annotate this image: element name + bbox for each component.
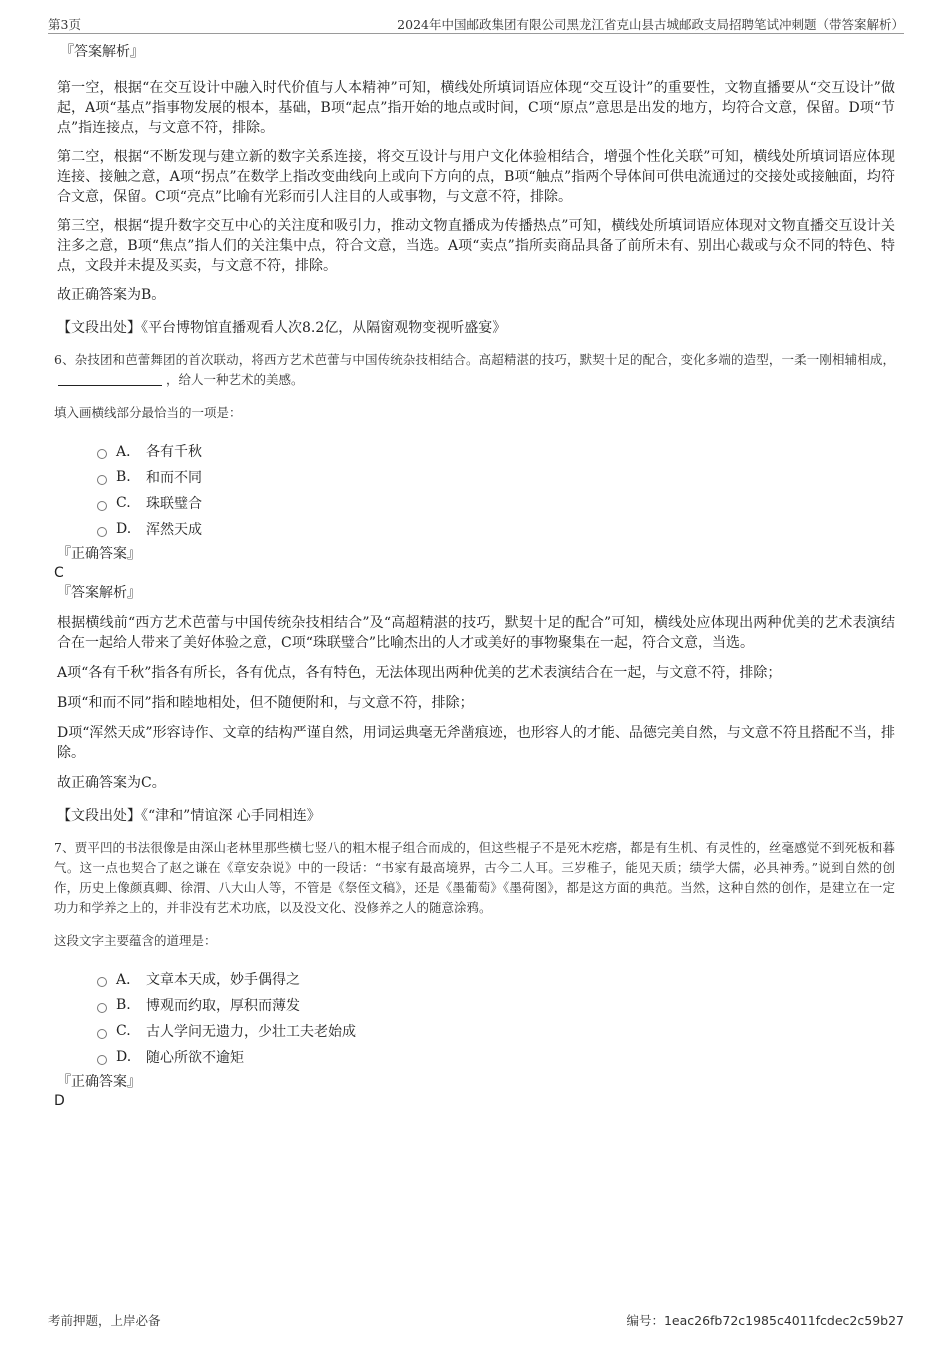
q6-analysis-paragraph-2: A项“各有千秋”指各有所长，各有优点，各有特色，无法体现出两种优美的艺术表演结合在一起，与文意不符，排除； (57, 665, 782, 681)
q7-option-b[interactable]: B. 博观而约取，厚积而薄发 (97, 992, 895, 1018)
q6-answer: C (54, 565, 64, 581)
q6-fill-blank (58, 373, 162, 386)
q6-analysis-paragraph-3: B项“和而不同”指和睦地相处，但不随便附和，与文意不符，排除； (57, 695, 474, 711)
q5-analysis-label: 『答案解析』 (60, 44, 144, 60)
q6-stem-part-2: ，给人一种艺术的美感。 (166, 372, 304, 387)
q7-answer-label: 『正确答案』 (57, 1074, 141, 1090)
q6-source: 【文段出处】《“津和”情谊深 心手同相连》 (57, 808, 321, 824)
radio-icon[interactable] (97, 977, 107, 987)
q7-option-d[interactable]: D. 随心所欲不逾矩 (97, 1044, 895, 1070)
q6-stem-part-1: 6、杂技团和芭蕾舞团的首次联动，将西方艺术芭蕾与中国传统杂技相结合。高超精湛的技巧，默契十足的配合，变化多端的造型，一柔一刚相辅相成， (54, 352, 895, 367)
q6-analysis-label: 『答案解析』 (57, 585, 141, 601)
q7-option-c[interactable]: C. 古人学问无遗力，少壮工夫老始成 (97, 1018, 895, 1044)
radio-icon[interactable] (97, 527, 107, 537)
q5-source: 【文段出处】《平台博物馆直播观看人次8.2亿，从隔窗观物变视听盛宴》 (57, 320, 507, 336)
q6-analysis-paragraph-4: D项“浑然天成”形容诗作、文章的结构严谨自然，用词运典毫无斧凿痕迹，也形容人的才能、品德完美自然，与文意不符且搭配不当，排除。 (57, 725, 895, 761)
q5-analysis-paragraph-3: 第三空，根据“提升数字交互中心的关注度和吸引力，推动文物直播成为传播热点”可知，横线处所填词语应体现对文物直播交互设计关注多之意，B项“焦点”指人们的关注集中点，符合文意，当选。A项“卖点”指所卖商品具备了前所未有、别出心裁或与众不同的特色、特点，文段并未提及买卖，与文意不符，排除。 (57, 218, 895, 274)
footer-code (626, 1311, 904, 1329)
q6-analysis-paragraph-1: 根据横线前“西方艺术芭蕾与中国传统杂技相结合”及“高超精湛的技巧，默契十足的配合”可知，横线处应体现出两种优美的艺术表演结合在一起给人带来了美好体验之意，C项“珠联璧合”比喻杰出的人才或美好的事物聚集在一起，符合文意，当选。 (57, 615, 895, 651)
q7-options (97, 966, 895, 1070)
q5-conclusion: 故正确答案为B。 (57, 287, 166, 303)
radio-icon[interactable] (97, 475, 107, 485)
q7-answer: D (54, 1093, 65, 1109)
document-title: 2024年中国邮政集团有限公司黑龙江省克山县古城邮政支局招聘笔试冲刺题（带答案解析） (397, 17, 904, 32)
q7-option-a[interactable]: A． 文章本天成，妙手偶得之 (97, 966, 895, 992)
radio-icon[interactable] (97, 1055, 107, 1065)
page-number: 第3页 (48, 17, 81, 32)
radio-icon[interactable] (97, 501, 107, 511)
q6-answer-label: 『正确答案』 (57, 546, 141, 562)
q5-analysis-paragraph-2: 第二空，根据“不断发现与建立新的数字关系连接，将交互设计与用户文化体验相结合，增强个性化关联”可知，横线处所填词语应体现连接、接触之意，A项“拐点”在数学上指改变曲线向上或向下方向的点，B项“触点”指两个导体间可供电流通过的交接处或接触面，均符合文意，保留。C项“亮点”比喻有光彩而引人注目的人或事物，与文意不符，排除。 (57, 149, 895, 205)
radio-icon[interactable] (97, 1003, 107, 1013)
q7-prompt: 这段文字主要蕴含的道理是： (54, 933, 217, 948)
q5-analysis-paragraph-1: 第一空，根据“在交互设计中融入时代价值与人本精神”可知，横线处所填词语应体现“交互设计”的重要性，文物直播要从“交互设计”做起，A项“基点”指事物发展的根本，基础，B项“起点”指开始的地点或时间，C项“原点”意思是出发的地方，均符合文意，保留。D项“节点”指连接点，与文意不符，排除。 (57, 80, 895, 136)
q6-prompt: 填入画横线部分最恰当的一项是： (54, 405, 242, 420)
q7-stem: 7、贾平凹的书法很像是由深山老林里那些横七竖八的粗木棍子组合而成的，但这些棍子不是死木疙瘩，都是有生机、有灵性的，丝毫感觉不到死板和暮气。这一点也契合了赵之谦在《章安杂说》中的一段话：“书家有最高境界，古今二人耳。三岁稚子，能见天质；绩学大儒，必具神秀。”说到自然的创作，历史上像颜真卿、徐渭、八大山人等，不管是《祭侄文稿》，还是《墨葡萄》《墨荷图》，都是这方面的典范。当然，这种自然的创作，是建立在一定功力和学养之上的，并非没有艺术功底，以及没文化、没修养之人的随意涂鸦。 (54, 840, 895, 915)
radio-icon[interactable] (97, 1029, 107, 1039)
q6-option-b[interactable]: B. 和而不同 (97, 464, 895, 490)
q6-option-a[interactable]: A． 各有千秋 (97, 438, 895, 464)
q6-stem (54, 350, 895, 390)
footer-code-value: 1eac26fb72c1985c4011fcdec2c59b27 (663, 1313, 904, 1328)
q6-option-c[interactable]: C. 珠联璧合 (97, 490, 895, 516)
footer-slogan: 考前押题，上岸必备 (48, 1313, 161, 1328)
page-content (54, 42, 895, 1110)
q6-conclusion: 故正确答案为C。 (57, 775, 166, 791)
radio-icon[interactable] (97, 449, 107, 459)
footer-code-label: 编号： (626, 1313, 664, 1328)
q6-options (97, 438, 895, 542)
page-header (48, 13, 904, 34)
page-footer (48, 1311, 904, 1331)
q6-option-d[interactable]: D. 浑然天成 (97, 516, 895, 542)
